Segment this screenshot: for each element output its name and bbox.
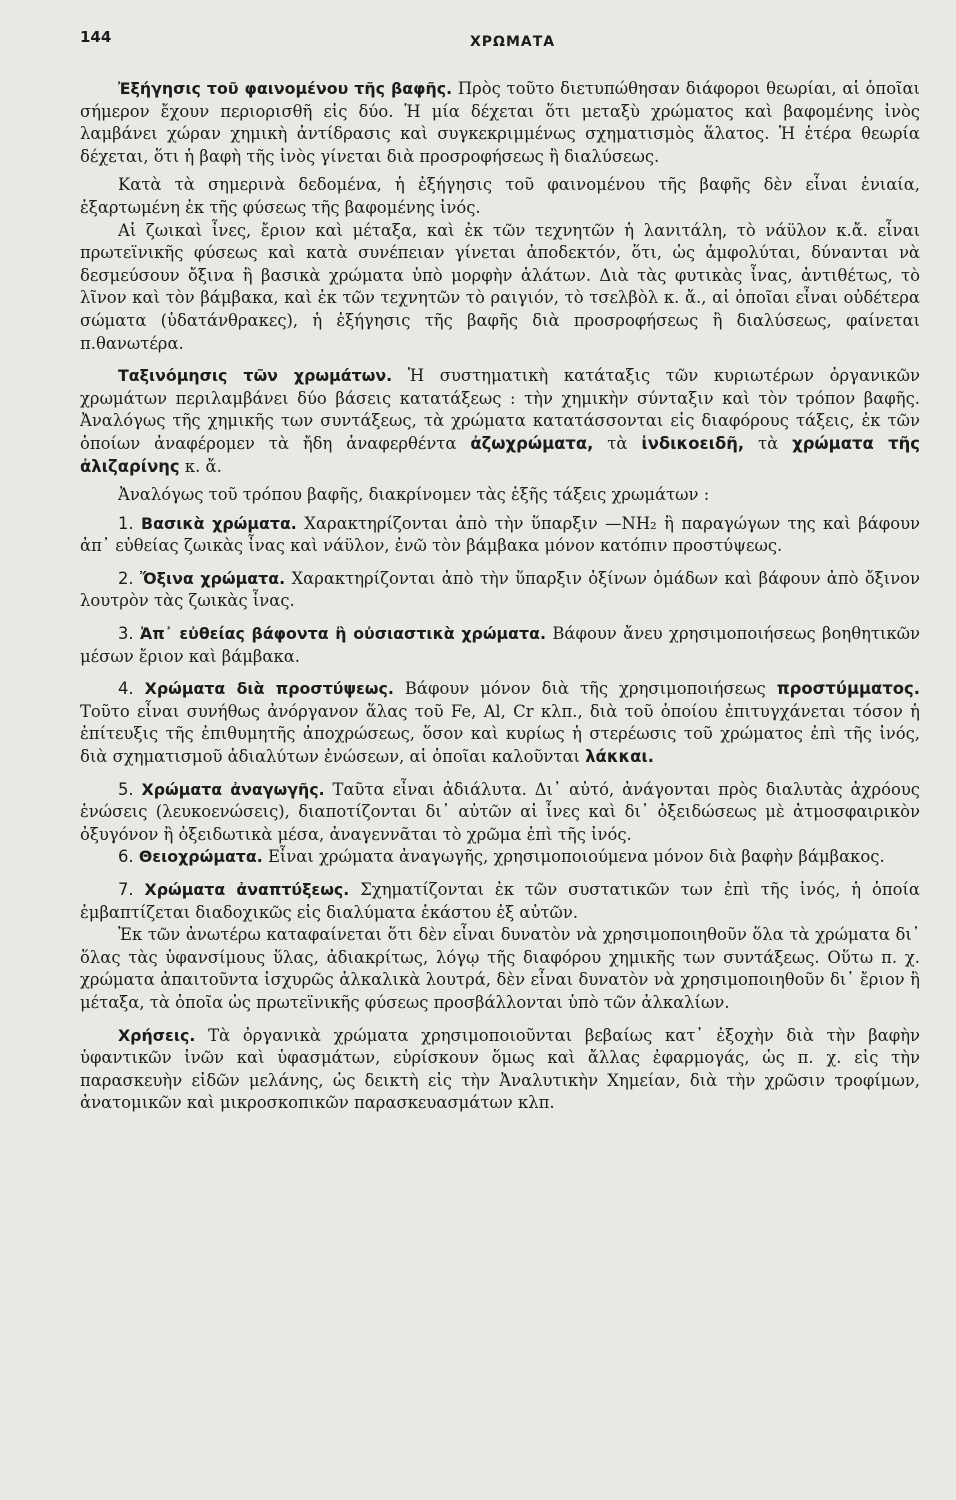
body-text — [80, 78, 920, 1115]
page-number: 144 — [80, 28, 112, 46]
list-item-7 — [80, 879, 920, 924]
paragraph-dyeing-method: Ἀναλόγως τοῦ τρόπου βαφῆς, διακρίνομεν τὰς ἑξῆς τάξεις χρωμάτων : — [118, 485, 710, 505]
section-heading-classification: Ταξινόμησις τῶν χρωμάτων. — [118, 366, 393, 386]
term-mordant: προστύμματος. — [776, 679, 920, 699]
list-item-5 — [80, 779, 920, 847]
term-indigoid: ἰνδικοειδῆ, — [641, 433, 745, 453]
item-number: 6. — [118, 847, 134, 867]
running-title: ΧΡΩΜΑΤΑ — [470, 34, 556, 50]
item-title: Χρώματα διὰ προστύψεως. — [144, 679, 394, 699]
item-title: Βασικὰ χρώματα. — [141, 513, 297, 533]
item-number: 1. — [118, 513, 134, 533]
page-header — [80, 22, 920, 54]
paragraph-text: Πρὸς τοῦτο διετυπώθησαν διάφοροι θεωρίαι, αἱ ὁποῖαι σήμερον ἔχουν περιορισθῆ εἰς δύο. Ἡ μία δέχεται ὅτι μεταξὺ χρώματος καὶ βαφομένης ἰνὸς λαμβάνει χώραν χημικὴ ἀντίδρασις καὶ συγκεκριμμένως σχηματισμὸς ἅλατος. Ἡ ἑτέρα θεωρία δέχεται, ὅτι ἡ βαφὴ τῆς ἰνὸς γίνεται διὰ προσροφήσεως ἢ διαλύσεως. — [80, 79, 920, 166]
section-heading-uses: Χρήσεις. — [118, 1025, 196, 1045]
item-text: Χαρακτηρίζονται ἀπὸ τὴν ὕπαρξιν —NH₂ ἢ παραγώγων της καὶ βάφουν ἀπ᾿ εὐθείας ζωικὰς ἶνας καὶ νάϋλον, ἐνῶ τὸν βάμβακα μόνον κατόπιν προστύψεως. — [80, 513, 920, 556]
item-number: 2. — [118, 568, 134, 588]
item-number: 3. — [118, 624, 134, 644]
item-title: Χρώματα ἀναγωγῆς. — [141, 779, 325, 799]
item-text: Χαρακτηρίζονται ἀπὸ τὴν ὕπαρξιν ὀξίνων ὁμάδων καὶ βάφουν ἀπὸ ὄξινον λουτρὸν τὰς ζωικὰς ἶνας. — [80, 568, 920, 611]
paragraph-current-data: Κατὰ τὰ σημερινὰ δεδομένα, ἡ ἐξήγησις τοῦ φαινομένου τῆς βαφῆς δὲν εἶναι ἑνιαία, ἐξαρτωμένη ἐκ τῆς φύσεως τῆς βαφομένης ἰνός. — [80, 175, 920, 217]
list-item-2 — [80, 568, 920, 613]
list-item-4 — [80, 678, 920, 768]
item-title: Ἀπ᾿ εὐθείας βάφοντα ἢ οὐσιαστικὰ χρώματα. — [140, 624, 546, 644]
item-text: Σχηματίζονται ἐκ τῶν συστατικῶν των ἐπὶ τῆς ἰνός, ἡ ὁποία ἐμβαπτίζεται διαδοχικῶς εἰς διαλύματα ἑκάστου ἐξ αὐτῶν. — [80, 880, 920, 922]
paragraph-text: τὰ — [744, 433, 793, 453]
item-text: Ταῦτα εἶναι ἀδιάλυτα. Δι᾿ αὐτό, ἀνάγονται πρὸς διαλυτὰς ἀχρόους ἑνώσεις (λευκοενώσεις), διαποτίζονται δι᾿ αὐτῶν αἱ ἶνες καὶ δι᾿ ὀξειδώσεως μὲ ἀτμοσφαιρικὸν ὀξυγόνον ἢ ὀξειδωτικὰ μέσα, ἀναγεννᾶται τὸ χρῶμα ἐπὶ τῆς ἰνός. — [80, 779, 920, 844]
item-number: 4. — [118, 679, 134, 699]
section-heading-explanation: Ἐξήγησις τοῦ φαινομένου τῆς βαφῆς. — [118, 79, 453, 98]
paragraph-animal-fibers: Αἱ ζωικαὶ ἶνες, ἔριον καὶ μέταξα, καὶ ἐκ τῶν τεχνητῶν ἡ λανιτάλη, τὸ νάϋλον κ.ἄ. εἶναι πρωτεϊνικῆς φύσεως καὶ κατὰ συνέπειαν γίνεται ἀποδεκτόν, ὅτι, ὡς ἀμφολύται, δύνανται νὰ δεσμεύσουν ὄξινα ἢ βασικὰ χρώματα ὑπὸ μορφὴν ἁλάτων. Διὰ τὰς φυτικὰς ἶνας, ἀντιθέτως, τὸ λῖνον καὶ τὸν βάμβακα, καὶ ἐκ τῶν τεχνητῶν τὸ ραιγιόν, τὸ τσελβὸλ κ. ἄ., αἱ ὁποῖαι εἶναι οὐδέτερα σώματα (ὑδατάνθρακες), ἡ ἐξήγησις τῆς βαφῆς διὰ προσροφήσεως ἢ διαλύσεως, φαίνεται π.θανωτέρα. — [80, 220, 920, 353]
paragraph-classification — [80, 365, 920, 478]
item-number: 5. — [118, 779, 134, 799]
list-item-1 — [80, 513, 920, 558]
item-title: Ὄξινα χρώματα. — [140, 568, 286, 588]
paragraph-text: Ἡ συστηματικὴ κατάταξις τῶν κυριωτέρων ὀργανικῶν χρωμάτων περιλαμβάνει δύο βάσεις κατατάξεως : τὴν χημικὴν σύνταξιν καὶ τὸν τρόπον βαφῆς. Ἀναλόγως τῆς χημικῆς των συντάξεως, τὰ χρώματα κατατάσσονται εἰς διαφόρους τάξεις, ἐκ τῶν ὁποίων ἀναφέρομεν τὰ ἤδη ἀναφερθέντα — [80, 366, 920, 453]
paragraph-text: κ. ἄ. — [179, 456, 222, 476]
item-title: Χρώματα ἀναπτύξεως. — [144, 880, 350, 899]
paragraph-uses — [80, 1025, 920, 1115]
item-number: 7. — [118, 880, 134, 899]
paragraph-explanation — [80, 78, 920, 168]
item-text: Εἶναι χρώματα ἀναγωγῆς, χρησιμοποιούμενα μόνον διὰ βαφὴν βάμβακος. — [262, 847, 885, 867]
paragraph-text: Τὰ ὀργανικὰ χρώματα χρησιμοποιοῦνται βεβαίως κατ᾿ ἐξοχὴν διὰ τὴν βαφὴν ὑφαντικῶν ἰνῶν καὶ ὑφασμάτων, εὑρίσκουν ὅμως καὶ ἄλλας ἐφαρμογάς, ὡς π. χ. εἰς τὴν παρασκευὴν εἰδῶν μελάνης, ὡς δεικτὴ εἰς τὴν Ἀναλυτικὴν Χημείαν, διὰ τὴν χρῶσιν τροφίμων, ἀνατομικῶν καὶ μικροσκοπικῶν παρασκευασμάτων κλπ. — [80, 1025, 920, 1113]
paragraph-conclusion: Ἐκ τῶν ἀνωτέρω καταφαίνεται ὅτι δὲν εἶναι δυνατὸν νὰ χρησιμοποιηθοῦν ὅλα τὰ χρώματα δι᾿ ὅλας τὰς ὑφανσίμους ὕλας, ἀδιακρίτως, λόγῳ τῆς διαφόρου χημικῆς των συντάξεως. Οὕτω π. χ. χρώματα ἀπαιτοῦντα ἰσχυρῶς ἀλκαλικὰ λουτρά, δὲν εἶναι δυνατὸν νὰ χρησιμοποιηθοῦν δι᾿ ἔριον ἢ μέταξα, τὰ ὁποῖα ὡς πρωτεϊνικῆς φύσεως προσβάλλονται ὑπὸ τῶν ἀλκαλίων. — [80, 925, 920, 1012]
list-item-3 — [80, 623, 920, 668]
paragraph-text: τὰ — [593, 433, 642, 453]
item-text: Τοῦτο εἶναι συνήθως ἀνόργανον ἅλας τοῦ Fe, Al, Cr κλπ., διὰ τοῦ ὁποίου ἐπιτυγχάνεται τόσον ἡ ἐπίτευξις τῆς ἐπιθυμητῆς ἀποχρώσεως, ὅσον καὶ κυρίως ἡ στερέωσις τοῦ χρώματος ἐπὶ τῆς ἰνός, διὰ σχηματισμοῦ ἀδιαλύτων ἐνώσεων, αἱ ὁποῖαι καλοῦνται — [80, 701, 920, 767]
term-azo-dyes: ἀζωχρώματα, — [470, 433, 594, 453]
item-text: Βάφουν ἄνευ χρησιμοποιήσεως βοηθητικῶν μέσων ἔριον καὶ βάμβακα. — [80, 624, 920, 666]
term-lakes: λάκκαι. — [585, 747, 654, 767]
list-item-6 — [80, 846, 920, 869]
term-alizarin: χρώματα τῆς ἀλιζαρίνης — [80, 433, 920, 476]
item-text: Βάφουν μόνον διὰ τῆς χρησιμοποιήσεως — [393, 679, 777, 699]
item-title: Θειοχρώματα. — [138, 847, 263, 867]
